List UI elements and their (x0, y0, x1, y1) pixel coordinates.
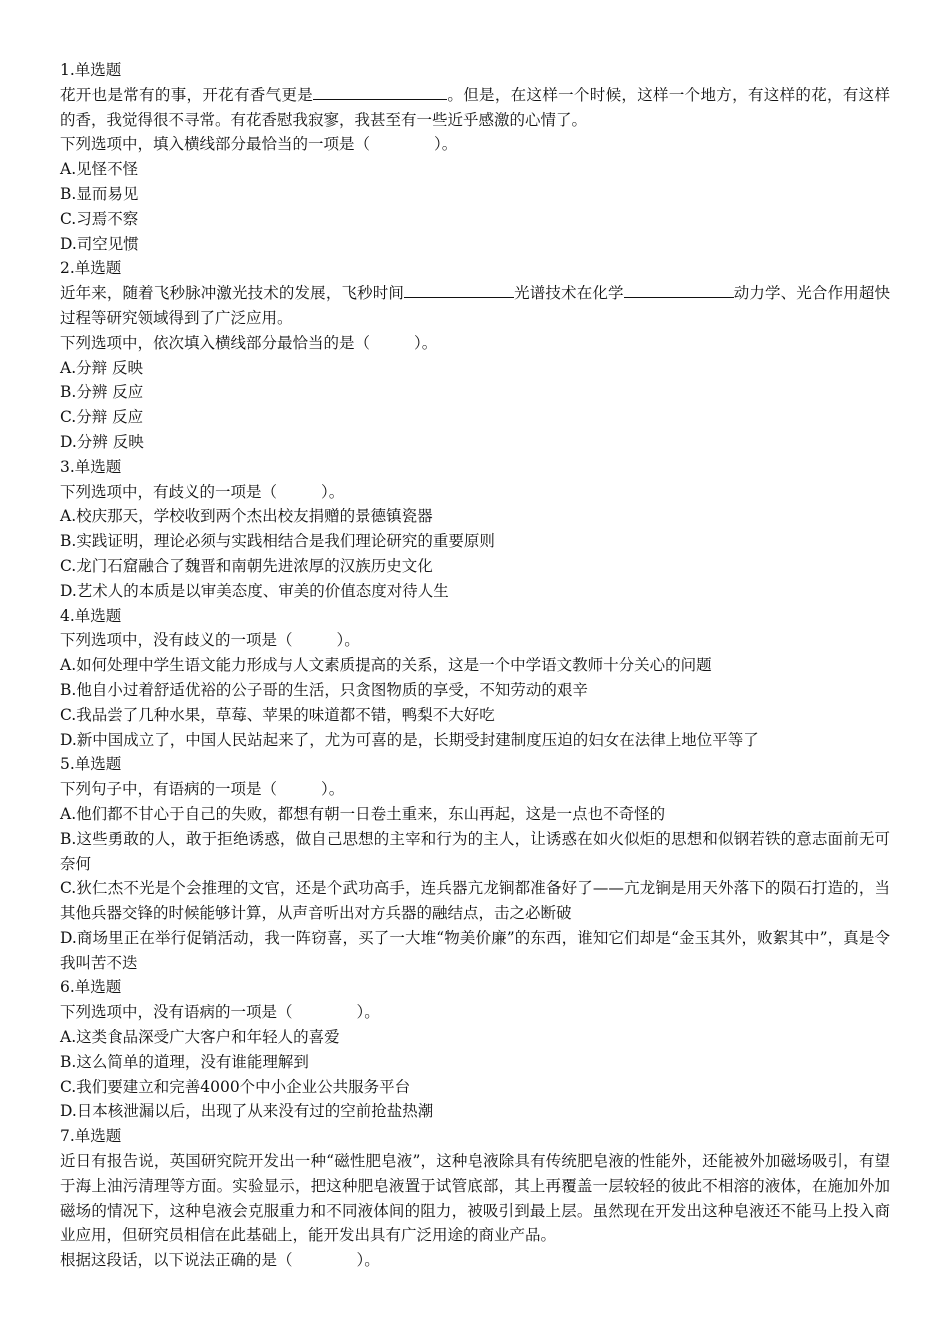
option-c[interactable]: C.我们要建立和完善4000个中小企业公共服务平台 (60, 1077, 411, 1096)
option-d[interactable]: D.分辨 反映 (60, 432, 144, 451)
question-prompt: 下列选项中，依次填入横线部分最恰当的是（ ）。 (60, 333, 438, 352)
question-prompt: 下列选项中，没有语病的一项是（ ）。 (60, 1003, 380, 1022)
option-a[interactable]: A.分辩 反映 (60, 358, 144, 377)
fill-blank (404, 281, 514, 298)
question-stem: 花开也是常有的事，开花有香气更是 。但是，在这样一个时候，这样一个地方，有这样的花，有这样的香，我觉得很不寻常。有花香慰我寂寥，我甚至有一些近乎感激的心情了。 (60, 83, 890, 133)
option-a[interactable]: A.校庆那天，学校收到两个杰出校友捐赠的景德镇瓷器 (60, 507, 433, 526)
option-b[interactable]: B.他自小过着舒适优裕的公子哥的生活，只贪图物质的享受，不知劳动的艰辛 (60, 680, 588, 699)
question-3 (60, 455, 890, 604)
fill-blank (313, 83, 447, 100)
option-a[interactable]: A.见怪不怪 (60, 160, 139, 179)
option-b[interactable]: B.实践证明，理论必须与实践相结合是我们理论研究的重要原则 (60, 532, 495, 551)
option-d[interactable]: D.新中国成立了，中国人民站起来了，尤为可喜的是，长期受封建制度压迫的妇女在法律上地位平等了 (60, 730, 759, 749)
question-stem: 近日有报告说，英国研究院开发出一种“磁性肥皂液”，这种皂液除具有传统肥皂液的性能外，还能被外加磁场吸引，有望于海上油污清理等方面。实验显示，把这种肥皂液置于试管底部，其上再覆盖一层较轻的彼此不相溶的液体，在施加外加磁场的情况下，这种皂液会克服重力和不同液体间的阻力，被吸引到最上层。虽然现在开发出这种皂液还不能马上投入商业应用，但研究员相信在此基础上，能开发出具有广泛用途的商业产品。 (60, 1152, 890, 1245)
question-header: 1.单选题 (60, 61, 122, 79)
option-c[interactable]: C.我品尝了几种水果，草莓、苹果的味道都不错，鸭梨不大好吃 (60, 705, 495, 724)
option-b[interactable]: B.这么简单的道理，没有谁能理解到 (60, 1052, 309, 1071)
option-c[interactable]: C.龙门石窟融合了魏晋和南朝先进浓厚的汉族历史文化 (60, 556, 433, 575)
question-7 (60, 1124, 890, 1273)
option-c[interactable]: C.习焉不察 (60, 209, 139, 228)
question-4 (60, 604, 890, 753)
document-page (60, 58, 890, 1273)
option-c[interactable]: C.分辩 反应 (60, 408, 144, 427)
question-prompt: 下列选项中，填入横线部分最恰当的一项是（ ）。 (60, 135, 458, 154)
question-prompt: 根据这段话，以下说法正确的是（ ）。 (60, 1251, 380, 1270)
question-header: 3.单选题 (60, 457, 122, 476)
question-header: 4.单选题 (60, 606, 122, 625)
question-5 (60, 752, 890, 975)
question-header: 5.单选题 (60, 755, 122, 774)
question-2 (60, 256, 890, 454)
option-a[interactable]: A.这类食品深受广大客户和年轻人的喜爱 (60, 1028, 340, 1047)
question-1 (60, 58, 890, 256)
option-a[interactable]: A.如何处理中学生语文能力形成与人文素质提高的关系，这是一个中学语文教师十分关心的问题 (60, 656, 712, 675)
option-a[interactable]: A.他们都不甘心于自己的失败，都想有朝一日卷土重来，东山再起，这是一点也不奇怪的 (60, 804, 666, 823)
question-header: 2.单选题 (60, 259, 122, 278)
question-prompt: 下列选项中，没有歧义的一项是（ ）。 (60, 631, 360, 650)
option-d[interactable]: D.艺术人的本质是以审美态度、审美的价值态度对待人生 (60, 581, 449, 600)
option-d[interactable]: D.日本核泄漏以后，出现了从来没有过的空前抢盐热潮 (60, 1102, 434, 1121)
question-stem: 近年来，随着飞秒脉冲激光技术的发展，飞秒时间 光谱技术在化学 动力学、光合作用超快过程等研究领域得到了广泛应用。 (60, 281, 890, 331)
question-prompt: 下列选项中，有歧义的一项是（ ）。 (60, 482, 345, 501)
option-b[interactable]: B.这些勇敢的人，敢于拒绝诱惑，做自己思想的主宰和行为的主人，让诱惑在如火似炬的思想和似钢若铁的意志面前无可奈何 (60, 829, 890, 873)
option-d[interactable]: D.司空见惯 (60, 234, 139, 253)
option-d[interactable]: D.商场里正在举行促销活动，我一阵窃喜，买了一大堆“物美价廉”的东西，谁知它们却是“金玉其外，败絮其中”，真是令我叫苦不迭 (60, 928, 890, 972)
question-header: 7.单选题 (60, 1127, 122, 1146)
question-prompt: 下列句子中，有语病的一项是（ ）。 (60, 780, 345, 799)
option-b[interactable]: B.分辨 反应 (60, 383, 144, 402)
question-6 (60, 975, 890, 1124)
fill-blank (624, 281, 734, 298)
option-b[interactable]: B.显而易见 (60, 184, 139, 203)
question-header: 6.单选题 (60, 978, 122, 997)
option-c[interactable]: C.狄仁杰不光是个会推理的文官，还是个武功高手，连兵器亢龙锏都准备好了——亢龙锏是用天外落下的陨石打造的，当其他兵器交锋的时候能够计算，从声音听出对方兵器的融结点，击之必断破 (60, 879, 890, 923)
